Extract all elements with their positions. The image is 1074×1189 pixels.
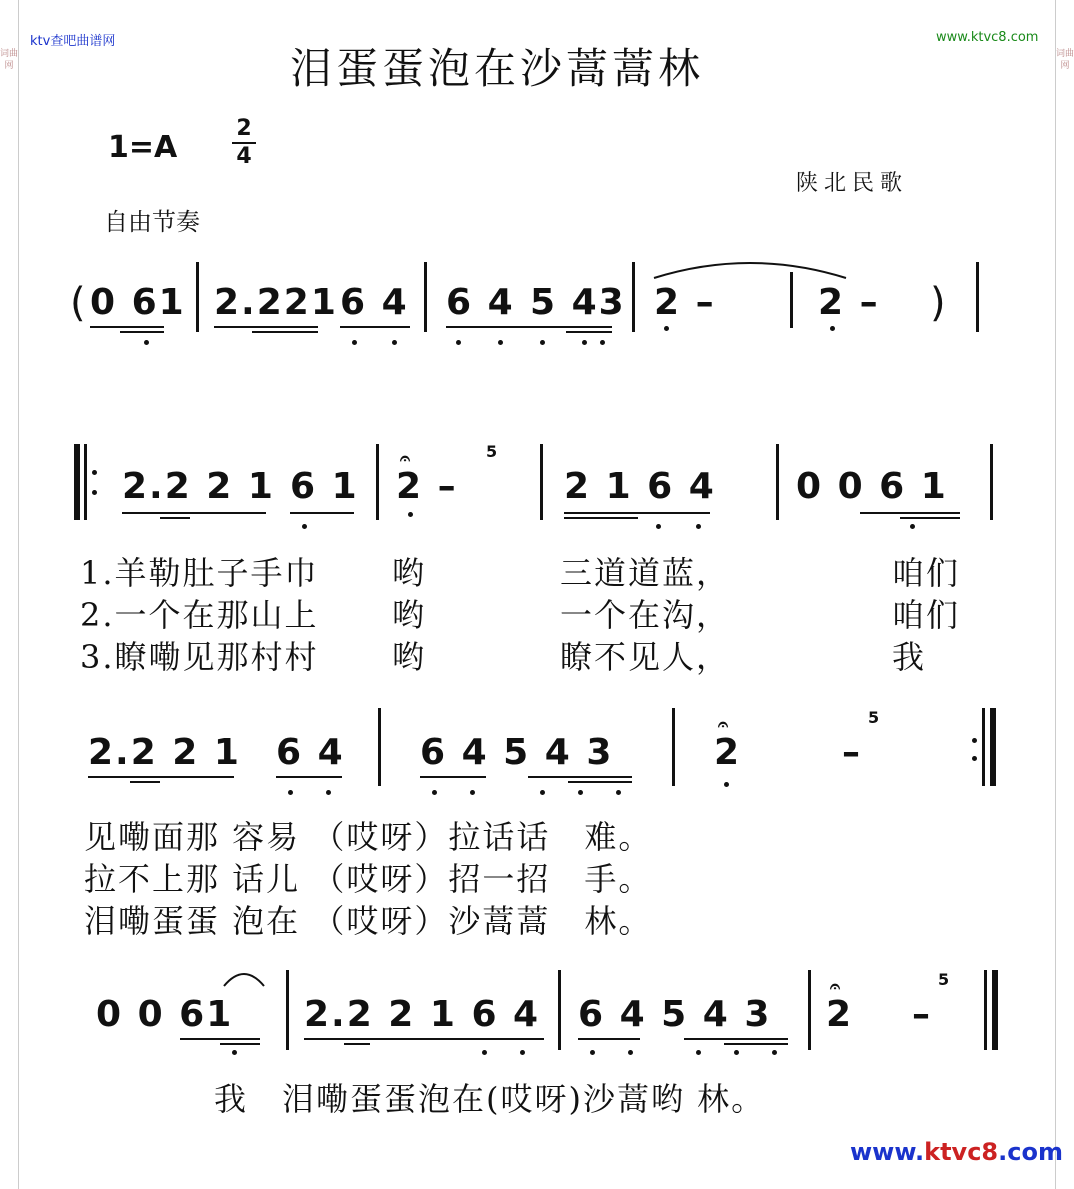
low-octave-dot bbox=[432, 790, 437, 795]
beam-underline bbox=[446, 326, 612, 328]
beam-underline bbox=[566, 331, 612, 333]
lyric-line3-verse2: 拉不上那 话儿 （哎呀）招一招 手。 bbox=[84, 860, 653, 898]
repeat-start-barline bbox=[84, 444, 87, 520]
grace-note: 5 bbox=[868, 708, 880, 727]
low-octave-dot bbox=[696, 524, 701, 529]
right-margin-strip bbox=[1055, 0, 1074, 1189]
low-octave-dot bbox=[656, 524, 661, 529]
line2-measure-4: 0 0 6 1 bbox=[796, 466, 948, 507]
barline bbox=[672, 708, 675, 786]
beam-underline bbox=[130, 781, 160, 783]
low-octave-dot bbox=[616, 790, 621, 795]
beam-underline bbox=[528, 776, 632, 778]
low-octave-dot bbox=[144, 340, 149, 345]
fermata-mark: 𝄐 bbox=[830, 976, 841, 997]
beam-underline bbox=[276, 776, 342, 778]
line4-measure-4: 2 bbox=[826, 994, 854, 1035]
final-barline bbox=[992, 970, 998, 1050]
barline bbox=[424, 262, 427, 332]
beam-underline bbox=[578, 1038, 640, 1040]
barline bbox=[378, 708, 381, 786]
low-octave-dot bbox=[734, 1050, 739, 1055]
beam-underline bbox=[122, 512, 266, 514]
lyric-verse1-part2: 哟 bbox=[392, 554, 427, 592]
intro-open-paren: ( bbox=[70, 280, 88, 326]
beam-underline bbox=[340, 326, 410, 328]
barline bbox=[776, 444, 779, 520]
repeat-start-barline bbox=[74, 444, 80, 520]
repeat-end-barline bbox=[990, 708, 996, 786]
high-octave-dot bbox=[664, 326, 669, 331]
barline bbox=[540, 444, 543, 520]
lyric-line3-verse1: 见嘞面那 容易 （哎呀）拉话话 难。 bbox=[84, 818, 653, 856]
low-octave-dot bbox=[600, 340, 605, 345]
line4-measure-1: 0 0 61 bbox=[96, 994, 234, 1035]
lyric-verse1-part4: 咱们 bbox=[892, 554, 961, 592]
low-octave-dot bbox=[696, 1050, 701, 1055]
lyric-verse3-part4: 我 bbox=[892, 638, 927, 676]
barline bbox=[286, 970, 289, 1050]
lyric-verse3-part3: 瞭不见人， bbox=[560, 638, 731, 676]
low-octave-dot bbox=[392, 340, 397, 345]
high-octave-dot bbox=[408, 512, 413, 517]
tie-arc bbox=[650, 252, 850, 282]
low-octave-dot bbox=[456, 340, 461, 345]
lyric-line3-verse3: 泪嘞蛋蛋 泡在 （哎呀）沙蒿蒿 林。 bbox=[84, 902, 653, 940]
repeat-dot bbox=[92, 490, 97, 495]
low-octave-dot bbox=[910, 524, 915, 529]
line4-measure-4-dash: – bbox=[912, 994, 932, 1035]
repeat-dot bbox=[92, 470, 97, 475]
intro-measure-1: 0 61 bbox=[90, 282, 186, 323]
beam-underline bbox=[344, 1043, 370, 1045]
beam-underline bbox=[564, 517, 638, 519]
beam-underline bbox=[290, 512, 354, 514]
low-octave-dot bbox=[288, 790, 293, 795]
beam-underline bbox=[88, 776, 234, 778]
beam-underline bbox=[860, 512, 960, 514]
line3-measure-3-dash: – bbox=[842, 732, 862, 773]
line2-measure-2: 2 – bbox=[396, 466, 458, 507]
fermata-mark: 𝄐 bbox=[400, 448, 411, 469]
lyric-verse3-part1: 3.瞭嘞见那村村 bbox=[80, 638, 319, 676]
time-signature bbox=[232, 118, 256, 168]
low-octave-dot bbox=[578, 790, 583, 795]
beam-underline bbox=[568, 781, 632, 783]
beam-underline bbox=[214, 326, 318, 328]
site-watermark-right: www.ktvc8.com bbox=[936, 30, 1039, 45]
edge-text: 词曲网 bbox=[1056, 49, 1074, 71]
lyric-verse2-part3: 一个在沟， bbox=[560, 596, 731, 634]
tempo-marking: 自由节奏 bbox=[104, 208, 200, 236]
barline bbox=[558, 970, 561, 1050]
line3-measure-2: 6 4 5 4 3 bbox=[420, 732, 614, 773]
beam-underline bbox=[252, 331, 318, 333]
beam-underline bbox=[120, 331, 164, 333]
low-octave-dot bbox=[582, 340, 587, 345]
low-octave-dot bbox=[326, 790, 331, 795]
low-octave-dot bbox=[628, 1050, 633, 1055]
intro-measure-5: 2 – bbox=[818, 282, 880, 323]
edge-text: 词曲网 bbox=[0, 49, 19, 71]
lyric-verse3-part2: 哟 bbox=[392, 638, 427, 676]
lyric-verse2-part1: 2.一个在那山上 bbox=[80, 596, 319, 634]
time-signature-top: 2 bbox=[236, 116, 252, 141]
barline bbox=[976, 262, 979, 332]
fermata-mark: 𝄐 bbox=[718, 714, 729, 735]
barline bbox=[196, 262, 199, 332]
beam-underline bbox=[160, 517, 190, 519]
grace-note: 5 bbox=[938, 970, 950, 989]
line2-measure-3: 2 1 6 4 bbox=[564, 466, 716, 507]
line3-measure-3: 2 bbox=[714, 732, 742, 773]
barline bbox=[632, 262, 635, 332]
beam-underline bbox=[420, 776, 486, 778]
song-origin: 陕北民歌 bbox=[796, 171, 909, 196]
repeat-dot bbox=[972, 756, 977, 761]
lyric-line4: 我 泪嘞蛋蛋泡在(哎呀)沙蒿哟 林。 bbox=[214, 1080, 766, 1118]
beam-underline bbox=[684, 1038, 788, 1040]
barline bbox=[808, 970, 811, 1050]
low-octave-dot bbox=[498, 340, 503, 345]
repeat-dot bbox=[972, 738, 977, 743]
low-octave-dot bbox=[482, 1050, 487, 1055]
lyric-verse2-part4: 咱们 bbox=[892, 596, 961, 634]
time-signature-bottom: 4 bbox=[236, 144, 252, 169]
low-octave-dot bbox=[232, 1050, 237, 1055]
line2-measure-1b: 6 1 bbox=[290, 466, 359, 507]
beam-underline bbox=[900, 517, 960, 519]
high-octave-dot bbox=[830, 326, 835, 331]
intro-measure-4: 2 – bbox=[654, 282, 716, 323]
beam-underline bbox=[180, 1038, 260, 1040]
intro-close-paren: ) bbox=[930, 280, 948, 326]
beam-underline bbox=[220, 1043, 260, 1045]
low-octave-dot bbox=[302, 524, 307, 529]
low-octave-dot bbox=[590, 1050, 595, 1055]
line4-measure-3: 6 4 5 4 3 bbox=[578, 994, 772, 1035]
repeat-end-barline bbox=[982, 708, 985, 786]
footer-watermark: www.ktvc8.com bbox=[850, 1138, 1063, 1166]
left-margin-strip bbox=[0, 0, 19, 1189]
key-signature: 1=A bbox=[108, 130, 178, 165]
intro-measure-3a: 6 4 bbox=[446, 282, 515, 323]
grace-note: 5 bbox=[486, 442, 498, 461]
intro-measure-2b: 6 4 bbox=[340, 282, 409, 323]
low-octave-dot bbox=[352, 340, 357, 345]
lyric-verse1-part3: 三道道蓝， bbox=[560, 554, 731, 592]
low-octave-dot bbox=[520, 1050, 525, 1055]
lyric-verse1-part1: 1.羊勒肚子手巾 bbox=[80, 554, 319, 592]
line2-measure-1a: 2.2 2 1 bbox=[122, 466, 275, 507]
low-octave-dot bbox=[470, 790, 475, 795]
beam-underline bbox=[304, 1038, 544, 1040]
beam-underline bbox=[724, 1043, 788, 1045]
intro-measure-2a: 2.221 bbox=[214, 282, 338, 323]
tie-arc bbox=[222, 966, 266, 988]
beam-underline bbox=[564, 512, 710, 514]
beam-underline bbox=[90, 326, 164, 328]
final-barline bbox=[984, 970, 987, 1050]
low-octave-dot bbox=[772, 1050, 777, 1055]
lyric-verse2-part2: 哟 bbox=[392, 596, 427, 634]
intro-measure-3b: 5 43 bbox=[530, 282, 626, 323]
high-octave-dot bbox=[724, 782, 729, 787]
site-watermark-left: ktv查吧曲谱网 bbox=[30, 34, 116, 49]
low-octave-dot bbox=[540, 340, 545, 345]
barline bbox=[376, 444, 379, 520]
line4-measure-2: 2.2 2 1 6 4 bbox=[304, 994, 541, 1035]
line3-measure-1b: 6 4 bbox=[276, 732, 345, 773]
barline bbox=[990, 444, 993, 520]
song-title: 泪蛋蛋泡在沙蒿蒿林 bbox=[290, 44, 705, 93]
line3-measure-1a: 2.2 2 1 bbox=[88, 732, 241, 773]
low-octave-dot bbox=[540, 790, 545, 795]
